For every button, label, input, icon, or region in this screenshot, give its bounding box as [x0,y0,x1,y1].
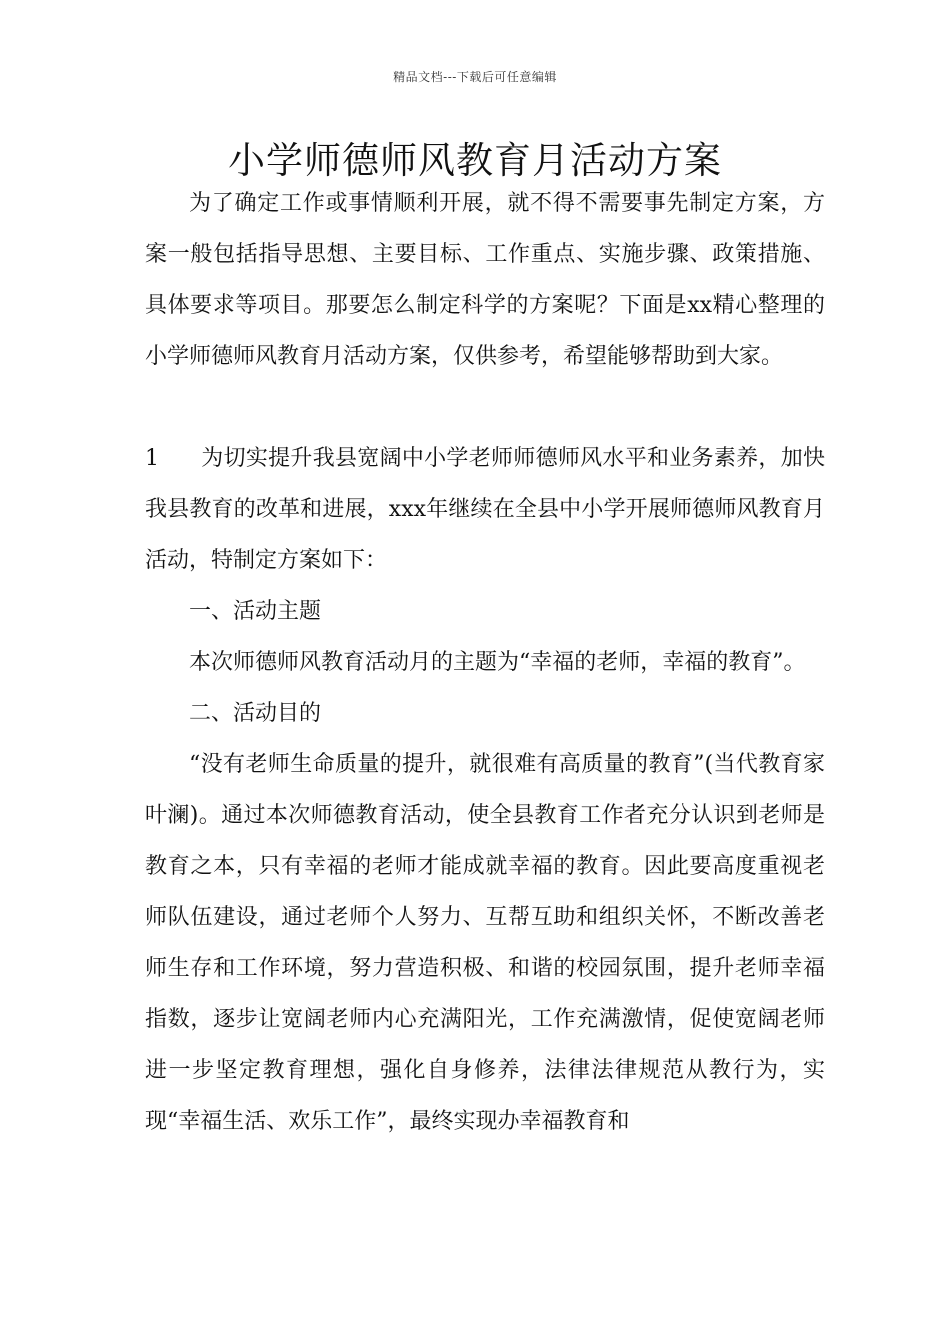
section-paragraph [145,433,825,586]
document-title: 小学师德师风教育月活动方案 [228,139,722,182]
purpose-paragraph: “没有老师生命质量的提升，就很难有高质量的教育”(当代教育家叶澜)。通过本次师德教育活动，使全县教育工作者充分认识到老师是教育之本，只有幸福的老师才能成就幸福的教育。因此要高度重视老师队伍建设，通过老师个人努力、互帮互助和组织关怀，不断改善老师生存和工作环境，努力营造积极、和谐的校园氛围，提升老师幸福指数，逐步让宽阔老师内心充满阳光，工作充满激情，促使宽阔老师进一步坚定教育理想，强化自身修养，法律法律规范从教行为，实现“幸福生活、欢乐工作”，最终实现办幸福教育和 [145,752,825,1134]
paragraph-gap [145,382,825,433]
document-body [145,178,825,1147]
heading-activity-theme: 一、活动主题 [189,599,322,624]
intro-paragraph: 为了确定工作或事情顺利开展，就不得不需要事先制定方案，方案一般包括指导思想、主要目标、工作重点、实施步骤、政策措施、具体要求等项目。那要怎么制定科学的方案呢？下面是xx精心整理的小学师德师风教育月活动方案，仅供参考，希望能够帮助到大家。 [145,191,825,369]
theme-paragraph: 本次师德师风教育活动月的主题为“幸福的老师，幸福的教育”。 [189,650,806,675]
section-text: 为切实提升我县宽阔中小学老师师德师风水平和业务素养，加快我县教育的改革和进展，xxx年继续在全县中小学开展师德师风教育月活动，特制定方案如下： [145,446,825,573]
header-note: 精品文档---下载后可任意编辑 [393,70,557,84]
heading-activity-purpose: 二、活动目的 [189,701,322,726]
section-number: 1 [145,446,159,471]
